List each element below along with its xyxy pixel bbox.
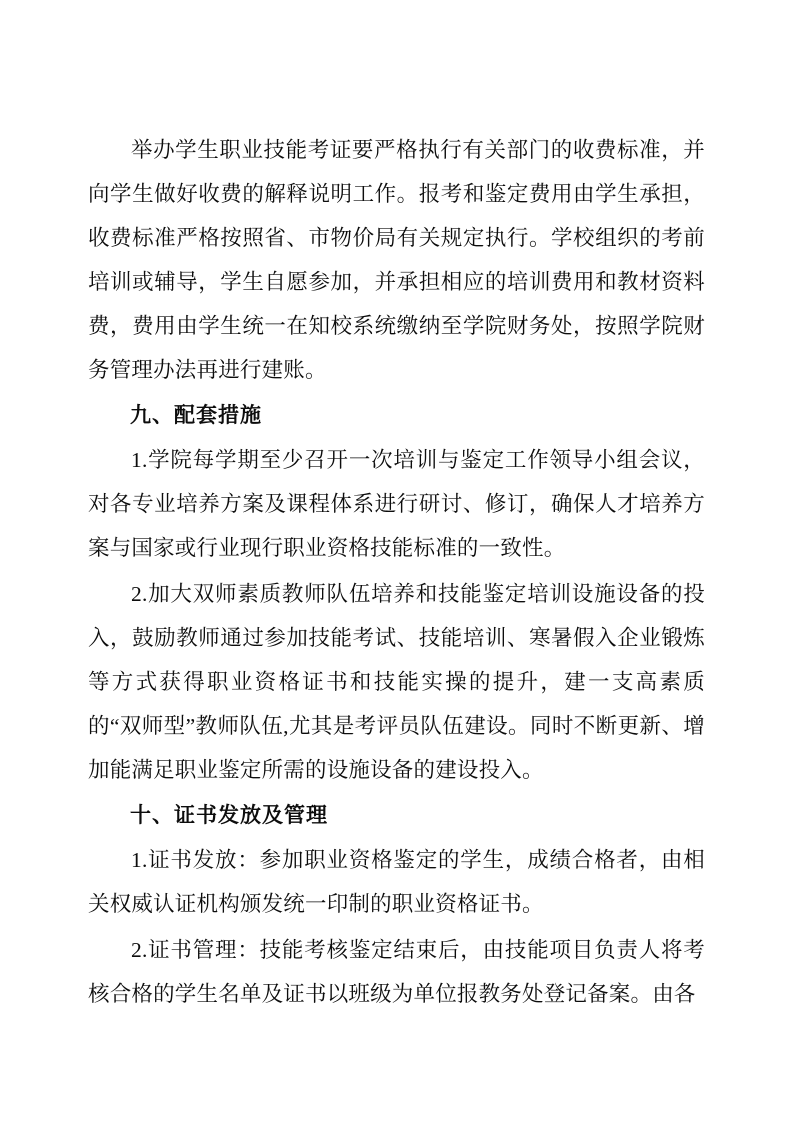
paragraph-fee-standards: 举办学生职业技能考证要严格执行有关部门的收费标准，并向学生做好收费的解释说明工作。报考和鉴定费用由学生承担，收费标准严格按照省、市物价局有关规定执行。学校组织的考前培训或辅导，学生自愿参加，并承担相应的培训费用和教材资料费，费用由学生统一在知校系统缴纳至学院财务处，按照学院财务管理办法再进行建账。 [88, 138, 705, 382]
paragraph-ten-item-1: 1.证书发放：参加职业资格鉴定的学生，成绩合格者，由相关权威认证机构颁发统一印制的职业资格证书。 [88, 848, 705, 916]
paragraph-nine-item-2: 2.加大双师素质教师队伍培养和技能鉴定培训设施设备的投入，鼓励教师通过参加技能考试、技能培训、寒暑假入企业锻炼等方式获得职业资格证书和技能实操的提升，建一支高素质的“双师型”教师队伍,尤其是考评员队伍建设。同时不断更新、增加能满足职业鉴定所需的设施设备的建设投入。 [88, 582, 705, 782]
paragraph-nine-item-1: 1.学院每学期至少召开一次培训与鉴定工作领导小组会议，对各专业培养方案及课程体系进行研讨、修订，确保人才培养方案与国家或行业现行职业资格技能标准的一致性。 [88, 448, 705, 560]
paragraph-ten-item-2: 2.证书管理：技能考核鉴定结束后，由技能项目负责人将考核合格的学生名单及证书以班级为单位报教务处登记备案。由各 [88, 938, 705, 1006]
heading-section-nine: 九、配套措施 [130, 404, 262, 427]
document-body [88, 128, 705, 1016]
heading-section-ten: 十、证书发放及管理 [130, 804, 328, 827]
